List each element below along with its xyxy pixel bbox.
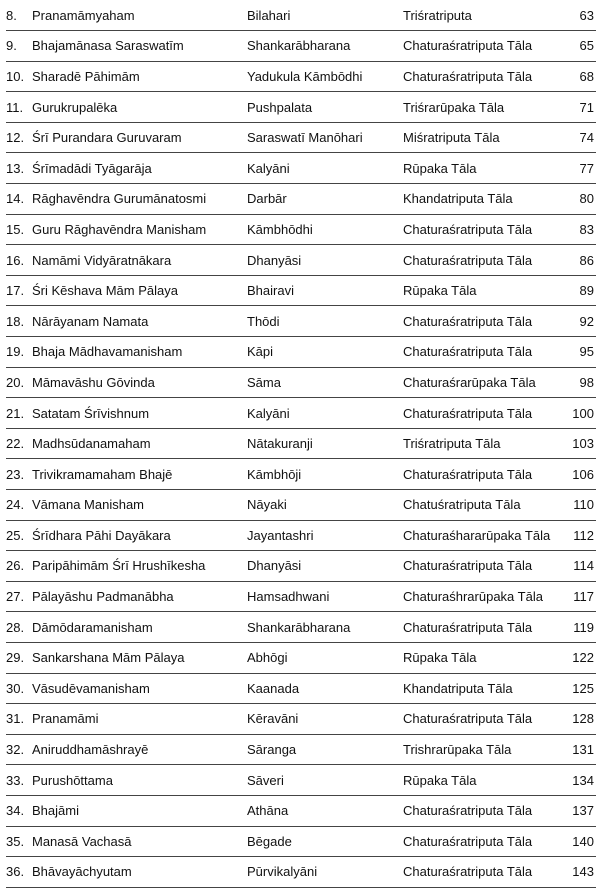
table-row xyxy=(6,581,596,612)
song-title: Satatam Śrīvishnum xyxy=(32,398,247,429)
raga-name: Kēravāni xyxy=(247,704,403,735)
tala-name: Chaturaśratriputa Tāla xyxy=(403,704,563,735)
raga-name: Bilahari xyxy=(247,0,403,31)
row-number: 14. xyxy=(6,184,32,215)
table-row xyxy=(6,245,596,276)
row-number: 10. xyxy=(6,61,32,92)
page-number: 86 xyxy=(563,245,596,276)
song-title: Śrīmadādi Tyāgarāja xyxy=(32,153,247,184)
row-number: 18. xyxy=(6,306,32,337)
song-title: Bhāvayāchyutam xyxy=(32,857,247,888)
tala-name: Chaturaśratriputa Tāla xyxy=(403,612,563,643)
song-title: Bhaja Mādhavamanisham xyxy=(32,337,247,368)
raga-name: Sāveri xyxy=(247,765,403,796)
song-title: Śri Kēshava Mām Pālaya xyxy=(32,275,247,306)
tala-name: Chaturaśratriputa Tāla xyxy=(403,551,563,582)
page-number: 77 xyxy=(563,153,596,184)
row-number: 26. xyxy=(6,551,32,582)
row-number: 36. xyxy=(6,857,32,888)
raga-name: Athāna xyxy=(247,795,403,826)
raga-name: Kāmbhōdhi xyxy=(247,214,403,245)
row-number: 28. xyxy=(6,612,32,643)
page-number: 143 xyxy=(563,857,596,888)
row-number: 12. xyxy=(6,122,32,153)
raga-name: Shankarābharana xyxy=(247,31,403,62)
tala-name: Khandatriputa Tāla xyxy=(403,184,563,215)
table-row xyxy=(6,214,596,245)
song-title: Pālayāshu Padmanābha xyxy=(32,581,247,612)
table-row xyxy=(6,642,596,673)
raga-name: Pūrvikalyāni xyxy=(247,857,403,888)
song-title: Śrī Purandara Guruvaram xyxy=(32,122,247,153)
page-number: 71 xyxy=(563,92,596,123)
tala-name: Triśratriputa xyxy=(403,0,563,31)
row-number: 15. xyxy=(6,214,32,245)
raga-name: Hamsadhwani xyxy=(247,581,403,612)
table-row xyxy=(6,612,596,643)
page-number: 110 xyxy=(563,490,596,521)
table-row xyxy=(6,398,596,429)
table-row xyxy=(6,795,596,826)
table-row xyxy=(6,857,596,888)
tala-name: Rūpaka Tāla xyxy=(403,275,563,306)
row-number: 31. xyxy=(6,704,32,735)
row-number: 11. xyxy=(6,92,32,123)
table-row xyxy=(6,704,596,735)
raga-name: Saraswatī Manōhari xyxy=(247,122,403,153)
tala-name: Chaturaśratriputa Tāla xyxy=(403,61,563,92)
tala-name: Chaturaśratriputa Tāla xyxy=(403,31,563,62)
table-row xyxy=(6,92,596,123)
row-number: 13. xyxy=(6,153,32,184)
song-title: Nārāyanam Namata xyxy=(32,306,247,337)
page-number: 128 xyxy=(563,704,596,735)
page-number: 131 xyxy=(563,734,596,765)
tala-name: Chaturaśrarūpaka Tāla xyxy=(403,367,563,398)
row-number: 19. xyxy=(6,337,32,368)
song-title: Vāsudēvamanisham xyxy=(32,673,247,704)
tala-name: Triśratriputa Tāla xyxy=(403,428,563,459)
song-title: Namāmi Vidyāratnākara xyxy=(32,245,247,276)
raga-name: Kāpi xyxy=(247,337,403,368)
row-number: 35. xyxy=(6,826,32,857)
row-number: 20. xyxy=(6,367,32,398)
page-number: 112 xyxy=(563,520,596,551)
table-row xyxy=(6,337,596,368)
raga-name: Abhōgi xyxy=(247,642,403,673)
song-title: Pranamāmyaham xyxy=(32,0,247,31)
page-number: 140 xyxy=(563,826,596,857)
tala-name: Khandatriputa Tāla xyxy=(403,673,563,704)
row-number: 22. xyxy=(6,428,32,459)
page-number: 134 xyxy=(563,765,596,796)
raga-name: Sāma xyxy=(247,367,403,398)
song-index-rows xyxy=(6,0,596,887)
song-title: Māmavāshu Gōvinda xyxy=(32,367,247,398)
raga-name: Kalyāni xyxy=(247,153,403,184)
row-number: 34. xyxy=(6,795,32,826)
table-row xyxy=(6,765,596,796)
tala-name: Chaturaśratriputa Tāla xyxy=(403,245,563,276)
tala-name: Chaturaśhararūpaka Tāla xyxy=(403,520,563,551)
page-number: 125 xyxy=(563,673,596,704)
raga-name: Kalyāni xyxy=(247,398,403,429)
row-number: 27. xyxy=(6,581,32,612)
row-number: 29. xyxy=(6,642,32,673)
page-number: 114 xyxy=(563,551,596,582)
table-row xyxy=(6,61,596,92)
page-number: 103 xyxy=(563,428,596,459)
tala-name: Rūpaka Tāla xyxy=(403,765,563,796)
table-row xyxy=(6,275,596,306)
table-row xyxy=(6,0,596,31)
raga-name: Kaanada xyxy=(247,673,403,704)
tala-name: Rūpaka Tāla xyxy=(403,642,563,673)
song-title: Sankarshana Mām Pālaya xyxy=(32,642,247,673)
row-number: 24. xyxy=(6,490,32,521)
raga-name: Darbār xyxy=(247,184,403,215)
table-row xyxy=(6,673,596,704)
song-title: Rāghavēndra Gurumānatosmi xyxy=(32,184,247,215)
page-number: 83 xyxy=(563,214,596,245)
raga-name: Pushpalata xyxy=(247,92,403,123)
raga-name: Nāyaki xyxy=(247,490,403,521)
song-title: Manasā Vachasā xyxy=(32,826,247,857)
row-number: 30. xyxy=(6,673,32,704)
song-title: Gurukrupalēka xyxy=(32,92,247,123)
raga-name: Shankarābharana xyxy=(247,612,403,643)
page-number: 122 xyxy=(563,642,596,673)
tala-name: Triśrarūpaka Tāla xyxy=(403,92,563,123)
song-title: Trivikramamaham Bhajē xyxy=(32,459,247,490)
tala-name: Chatuśratriputa Tāla xyxy=(403,490,563,521)
page-number: 98 xyxy=(563,367,596,398)
page-number: 106 xyxy=(563,459,596,490)
raga-name: Bhairavi xyxy=(247,275,403,306)
table-row xyxy=(6,490,596,521)
raga-name: Nātakuranji xyxy=(247,428,403,459)
song-title: Bhajamānasa Saraswatīm xyxy=(32,31,247,62)
table-row xyxy=(6,153,596,184)
song-title: Śrīdhara Pāhi Dayākara xyxy=(32,520,247,551)
tala-name: Chaturaśratriputa Tāla xyxy=(403,857,563,888)
page-number: 100 xyxy=(563,398,596,429)
row-number: 32. xyxy=(6,734,32,765)
tala-name: Rūpaka Tāla xyxy=(403,153,563,184)
page-number: 63 xyxy=(563,0,596,31)
song-title: Guru Rāghavēndra Manisham xyxy=(32,214,247,245)
song-title: Sharadē Pāhimām xyxy=(32,61,247,92)
raga-name: Kāmbhōji xyxy=(247,459,403,490)
table-row xyxy=(6,31,596,62)
raga-name: Sāranga xyxy=(247,734,403,765)
row-number: 33. xyxy=(6,765,32,796)
table-row xyxy=(6,459,596,490)
table-row xyxy=(6,551,596,582)
row-number: 17. xyxy=(6,275,32,306)
tala-name: Miśratriputa Tāla xyxy=(403,122,563,153)
table-row xyxy=(6,367,596,398)
song-title: Dāmōdaramanisham xyxy=(32,612,247,643)
page-number: 80 xyxy=(563,184,596,215)
raga-name: Dhanyāsi xyxy=(247,551,403,582)
row-number: 23. xyxy=(6,459,32,490)
row-number: 16. xyxy=(6,245,32,276)
raga-name: Thōdi xyxy=(247,306,403,337)
raga-name: Dhanyāsi xyxy=(247,245,403,276)
table-row xyxy=(6,122,596,153)
tala-name: Chaturaśhrarūpaka Tāla xyxy=(403,581,563,612)
song-title: Aniruddhamāshrayē xyxy=(32,734,247,765)
raga-name: Bēgade xyxy=(247,826,403,857)
page-number: 89 xyxy=(563,275,596,306)
tala-name: Chaturaśratriputa Tāla xyxy=(403,826,563,857)
table-row xyxy=(6,306,596,337)
song-title: Paripāhimām Śrī Hrushīkesha xyxy=(32,551,247,582)
raga-name: Jayantashri xyxy=(247,520,403,551)
row-number: 8. xyxy=(6,0,32,31)
table-row xyxy=(6,734,596,765)
tala-name: Chaturaśratriputa Tāla xyxy=(403,337,563,368)
song-title: Bhajāmi xyxy=(32,795,247,826)
song-title: Pranamāmi xyxy=(32,704,247,735)
table-row xyxy=(6,184,596,215)
tala-name: Trishrarūpaka Tāla xyxy=(403,734,563,765)
song-title: Madhsūdanamaham xyxy=(32,428,247,459)
row-number: 25. xyxy=(6,520,32,551)
page-number: 95 xyxy=(563,337,596,368)
row-number: 21. xyxy=(6,398,32,429)
page-number: 137 xyxy=(563,795,596,826)
raga-name: Yadukula Kāmbōdhi xyxy=(247,61,403,92)
table-row xyxy=(6,520,596,551)
page-number: 119 xyxy=(563,612,596,643)
row-number: 9. xyxy=(6,31,32,62)
page-number: 92 xyxy=(563,306,596,337)
page-number: 74 xyxy=(563,122,596,153)
page-number: 65 xyxy=(563,31,596,62)
table-row xyxy=(6,428,596,459)
song-title: Purushōttama xyxy=(32,765,247,796)
page-number: 68 xyxy=(563,61,596,92)
song-title: Vāmana Manisham xyxy=(32,490,247,521)
table-row xyxy=(6,826,596,857)
song-index-table xyxy=(6,0,596,888)
tala-name: Chaturaśratriputa Tāla xyxy=(403,214,563,245)
tala-name: Chaturaśratriputa Tāla xyxy=(403,459,563,490)
page-number: 117 xyxy=(563,581,596,612)
tala-name: Chaturaśratriputa Tāla xyxy=(403,306,563,337)
tala-name: Chaturaśratriputa Tāla xyxy=(403,398,563,429)
tala-name: Chaturaśratriputa Tāla xyxy=(403,795,563,826)
